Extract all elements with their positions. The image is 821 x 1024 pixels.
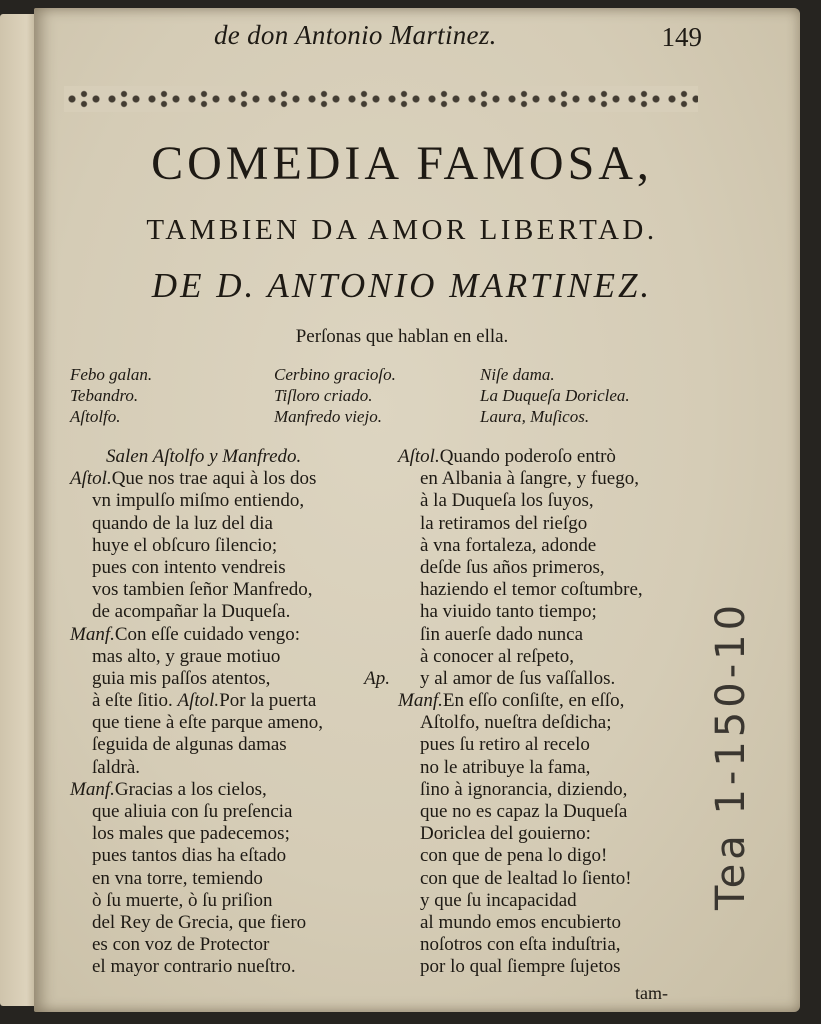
dramatis-personae-heading: Perſonas que hablan en ella. <box>295 326 509 347</box>
verse-line <box>398 601 698 623</box>
cast-entry: Febo galan. <box>70 365 153 384</box>
verse-text: noſotros con eſta induſtria, <box>420 934 621 956</box>
verse-text: à conocer al reſpeto, <box>420 645 575 667</box>
verse-line <box>398 956 698 978</box>
title-author: DE D. ANTONIO MARTINEZ. <box>151 266 653 305</box>
verse-line <box>398 690 698 712</box>
verse-text: ò ſu muerte, ò ſu priſion <box>92 889 273 911</box>
speaker-label: Manf. <box>70 623 115 645</box>
verse-line <box>70 535 390 557</box>
verse-column-left <box>70 446 390 979</box>
verse-line <box>70 668 390 690</box>
verse-line <box>70 934 390 956</box>
cast-entry: Tebandro. <box>70 386 139 405</box>
shelfmark-text: Tea 1-150-10 <box>708 600 754 910</box>
verse-line <box>70 956 390 978</box>
verse-text: no le atribuye la fama, <box>420 756 591 778</box>
verse-text: con que de lealtad lo ſiento! <box>420 867 632 889</box>
ornamental-border <box>64 86 698 112</box>
verse-text: los males que padecemos; <box>92 823 290 845</box>
verse-text: que aliuia con ſu preſencia <box>92 801 293 822</box>
verse-line <box>398 934 698 956</box>
verse-line <box>398 779 698 801</box>
verse-line <box>70 490 390 512</box>
verse-line <box>70 823 390 845</box>
verse-text: à vna fortaleza, adonde <box>420 534 597 556</box>
verse-line <box>398 845 698 867</box>
cast-entry: Tiſloro criado. <box>274 386 373 405</box>
verse-text: Por la puerta <box>219 690 317 712</box>
speaker-label: Aſtol. <box>398 446 440 467</box>
stage-direction: Salen Aſtolfo y Manfredo. <box>106 446 302 467</box>
aside-marker: Ap. <box>364 667 390 689</box>
verse-text: el mayor contrario nueſtro. <box>92 956 296 978</box>
cast-entry: Laura, Muſicos. <box>480 407 590 426</box>
verse-text: Quando poderoſo entrò <box>439 446 616 467</box>
verse-text: ſeguida de algunas damas <box>92 734 287 756</box>
verse-text: la retiramos del rieſgo <box>420 512 588 534</box>
verse-line <box>398 823 698 845</box>
verse-text: que no es capaz la Duqueſa <box>420 801 628 822</box>
cast-entry: Manfredo viejo. <box>274 407 382 426</box>
cast-entry: La Duqueſa Doriclea. <box>480 386 630 405</box>
verse-text: al mundo emos encubierto <box>420 911 622 933</box>
verse-line <box>70 779 390 801</box>
verse-line <box>398 490 698 512</box>
verse-line <box>398 868 698 890</box>
catchword: tam- <box>635 983 668 1003</box>
verse-text: por lo qual ſiempre ſujetos <box>420 956 621 978</box>
verse-line <box>70 757 390 779</box>
verse-line <box>70 646 390 668</box>
verse-line <box>398 579 698 601</box>
verse-text: y al amor de ſus vaſſallos. <box>420 667 616 689</box>
speaker-label: Manf. <box>398 690 443 712</box>
speaker-label: Aſtol. <box>70 468 112 490</box>
verse-line <box>70 690 390 712</box>
verse-text: deſde ſus años primeros, <box>420 556 605 578</box>
cast-column-3 <box>480 364 630 427</box>
verse-line <box>398 712 698 734</box>
verse-line <box>398 468 698 490</box>
verse-text: con que de pena lo digo! <box>420 845 608 867</box>
verse-line <box>70 845 390 867</box>
verse-line <box>398 801 698 823</box>
verse-line <box>70 624 390 646</box>
verse-line <box>398 513 698 535</box>
verse-text: vos tambien ſeñor Manfredo, <box>92 579 313 601</box>
cast-entry: Niſe dama. <box>480 365 555 384</box>
verse-line <box>70 513 390 535</box>
verse-line <box>70 601 390 623</box>
verse-text: quando de la luz del dia <box>92 512 273 534</box>
verse-line <box>70 801 390 823</box>
verse-line <box>70 446 390 468</box>
verse-text: pues tantos dias ha eſtado <box>92 845 287 867</box>
verse-text: en vna torre, temiendo <box>92 867 263 889</box>
running-head: de don Antonio Martinez. <box>214 20 497 50</box>
verse-line <box>398 668 698 690</box>
cast-column-2 <box>274 364 396 427</box>
verse-text: ſin auerſe dado nunca <box>420 623 584 645</box>
book-page <box>34 8 800 1012</box>
verse-text: que tiene à eſte parque ameno, <box>92 712 324 734</box>
handwritten-shelfmark <box>700 590 760 910</box>
verse-text: del Rey de Grecia, que fiero <box>92 911 307 933</box>
verse-line <box>70 868 390 890</box>
verse-text: vn impulſo miſmo entiendo, <box>92 490 305 512</box>
verse-line <box>70 712 390 734</box>
verse-text: guia mis paſſos atentos, <box>92 667 271 689</box>
verse-text: Gracias a los cielos, <box>114 778 267 800</box>
cast-column-1 <box>70 364 152 427</box>
verse-text: Con eſſe cuidado vengo: <box>114 623 301 645</box>
verse-text: es con voz de Protector <box>92 934 270 956</box>
verse-text: En eſſo conſiſte, en eſſo, <box>442 690 625 712</box>
verse-column-right <box>398 446 698 979</box>
verse-text: y que ſu incapacidad <box>420 889 577 911</box>
verse-line <box>398 557 698 579</box>
title-main: COMEDIA FAMOSA, <box>151 137 653 190</box>
verse-line <box>70 579 390 601</box>
verse-text: mas alto, y graue motiuo <box>92 645 281 667</box>
verse-text: Que nos trae aqui à los dos <box>111 468 317 490</box>
verse-text: haziendo el temor coſtumbre, <box>420 579 643 601</box>
cast-entry: Cerbino gracioſo. <box>274 365 396 384</box>
verse-line <box>70 557 390 579</box>
speaker-label: Manf. <box>70 778 115 800</box>
verse-text: Doriclea del gouierno: <box>420 823 591 845</box>
verse-line <box>398 646 698 668</box>
speaker-label: Aſtol. <box>177 690 220 712</box>
verse-line <box>398 734 698 756</box>
facing-page-edge <box>0 14 38 1006</box>
verse-line <box>70 890 390 912</box>
verse-line <box>70 912 390 934</box>
verse-line <box>398 535 698 557</box>
verse-text: ſaldrà. <box>92 756 141 778</box>
verse-line <box>398 890 698 912</box>
verse-text: ſino à ignorancia, diziendo, <box>420 778 628 800</box>
cast-entry: Aſtolfo. <box>70 407 121 426</box>
verse-text: pues con intento vendreis <box>92 556 286 578</box>
verse-text: pues ſu retiro al recelo <box>420 734 590 756</box>
title-subtitle: TAMBIEN DA AMOR LIBERTAD. <box>146 214 658 246</box>
verse-text: à la Duqueſa los ſuyos, <box>420 490 594 512</box>
verse-text: ha viuido tanto tiempo; <box>420 601 597 623</box>
page-number: 149 <box>661 22 702 52</box>
verse-line <box>70 734 390 756</box>
verse-line <box>398 446 698 468</box>
verse-line <box>398 912 698 934</box>
verse-line <box>70 468 390 490</box>
verse-text: Aſtolfo, nueſtra deſdicha; <box>420 712 612 734</box>
verse-text: huye el obſcuro ſilencio; <box>92 534 278 556</box>
verse-text: de acompañar la Duqueſa. <box>92 601 291 623</box>
verse-text: à eſte ſitio. <box>92 690 173 712</box>
verse-text: en Albania à ſangre, y fuego, <box>420 468 639 490</box>
verse-line <box>398 624 698 646</box>
verse-line <box>398 757 698 779</box>
